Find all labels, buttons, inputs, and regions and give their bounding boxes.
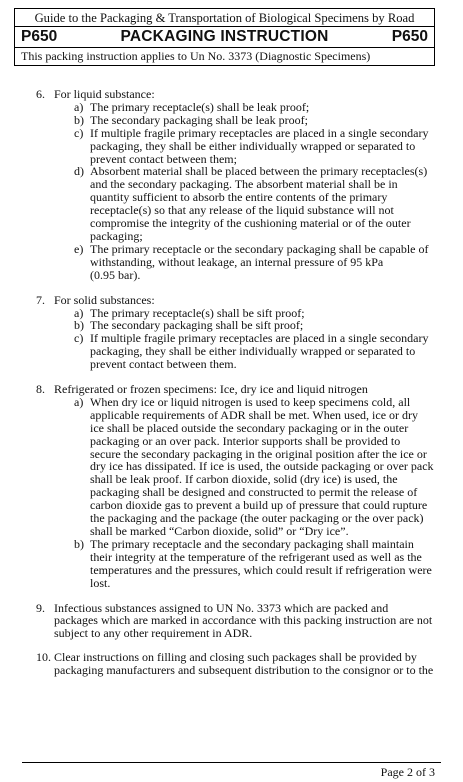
sub-item (54, 114, 440, 127)
sub-item (54, 243, 440, 282)
page-number: Page 2 of 3 (380, 765, 435, 779)
sub-item-line: applicable requirements of ADR shall be met. When used, ice or dry (90, 407, 419, 422)
item-text-line: Clear instructions on filling and closing such packages shall be provided by (54, 650, 417, 665)
item-number: 8. (36, 382, 45, 397)
footer-rule (22, 762, 441, 763)
item-text-line: Infectious substances assigned to UN No. 3373 which are packed and (54, 600, 389, 615)
item-number: 9. (36, 600, 45, 615)
instruction-code-left: P650 (21, 28, 58, 45)
sub-item-line: packaging or an over pack. Interior supports shall be provided to (90, 433, 401, 448)
sub-item (54, 332, 440, 371)
item-heading: For solid substances: (54, 292, 155, 307)
item-number: 6. (36, 87, 45, 101)
sub-item-line: packaging, they shall be either individually wrapped or separated to (90, 138, 416, 153)
sub-item-line: the packaging and the package (the outer packaging or the over pack) (90, 511, 424, 526)
sub-item-line: The primary receptacle or the secondary packaging shall be capable of (90, 241, 429, 256)
packing-instruction-bar (15, 27, 434, 48)
item-number: 10. (36, 650, 51, 665)
instruction-title: PACKAGING INSTRUCTION (120, 28, 329, 45)
sub-item-line: lost. (90, 575, 111, 590)
sub-item-line: receptacle(s) so that any release of the liquid substance will not (90, 203, 394, 218)
sub-item-line: quantity sufficient to absorb the entire contents of the primary (90, 190, 388, 205)
sub-item-letter: b) (74, 536, 84, 551)
sub-item-letter: b) (74, 318, 84, 333)
sub-item-letter: b) (74, 112, 84, 127)
instruction-item (36, 383, 440, 590)
item-text-line: subject to any other requirement in ADR. (54, 626, 253, 641)
sub-item-line: withstanding, without leakage, an internal pressure of 95 kPa (90, 254, 384, 269)
guide-title: Guide to the Packaging & Transportation of Biological Specimens by Road (15, 9, 434, 27)
sub-item-line: dry ice has dissipated. If ice is used, the outside packaging or over pack (90, 459, 434, 474)
sub-item-line: prevent contact between them. (90, 357, 237, 372)
sub-item-line: The secondary packaging shall be leak proof; (90, 112, 308, 127)
sub-item-line: The primary receptacle(s) shall be sift proof; (90, 305, 305, 320)
instruction-item (36, 651, 440, 677)
item-heading: For liquid substance: (54, 87, 155, 101)
item-number: 7. (36, 292, 45, 307)
sub-item-line: (0.95 bar). (90, 267, 141, 282)
sub-item-line: and the secondary packaging. The absorbent material shall be in (90, 177, 398, 192)
sub-item-letter: c) (74, 125, 84, 140)
sub-item-line: secure the secondary packaging in the original position after the ice or (90, 446, 427, 461)
sub-item-line: The primary receptacle(s) shall be leak proof; (90, 99, 310, 114)
sub-item-letter: d) (74, 164, 84, 179)
sub-item-letter: a) (74, 394, 84, 409)
sub-item-line: temperatures and the pressures, which could result if refrigeration were (90, 562, 432, 577)
item-text-line: packages which are marked in accordance with this packing instruction are not (54, 613, 433, 628)
sub-item-line: compromise the integrity of the cushioning material or of the outer (90, 216, 411, 231)
instruction-item (36, 602, 440, 641)
instruction-content (36, 88, 440, 677)
item-heading: Refrigerated or frozen specimens: Ice, dry ice and liquid nitrogen (54, 382, 368, 397)
sub-item-line: When dry ice or liquid nitrogen is used to keep specimens cold, all (90, 394, 411, 409)
header-box (14, 8, 435, 66)
sub-item-line: carbon dioxide gas to prevent a build up of pressure that could rupture (90, 498, 428, 513)
sub-item-letter: c) (74, 331, 84, 346)
sub-item-line: packaging; (90, 228, 143, 243)
instruction-item (36, 88, 440, 282)
sub-item (54, 101, 440, 114)
applies-to-note: This packing instruction applies to Un No. 3373 (Diagnostic Specimens) (21, 49, 371, 63)
sub-item-line: The secondary packaging shall be sift proof; (90, 318, 304, 333)
sub-item-line: The primary receptacle and the secondary packaging shall maintain (90, 536, 414, 551)
sub-item-line: packaging, they shall be either individually wrapped or separated to (90, 344, 416, 359)
sub-item-line: their integrity at the temperature of the refrigerant used as well as the (90, 549, 422, 564)
sub-item (54, 165, 440, 242)
item-text-line: packaging manufacturers and subsequent distribution to the consignor or to the (54, 663, 434, 678)
sub-item-letter: a) (74, 99, 84, 114)
sub-item-line: Absorbent material shall be placed between the primary receptacles(s) (90, 164, 428, 179)
sub-item-line: prevent contact between them; (90, 151, 237, 166)
instruction-code-right: P650 (391, 28, 428, 45)
sub-item-line: ice shall be placed outside the secondary packaging or in the outer (90, 420, 409, 435)
sub-item-letter: a) (74, 305, 84, 320)
sub-item (54, 127, 440, 166)
sub-item (54, 396, 440, 538)
sub-item-line: shall be marked “Carbon dioxide, solid” or “Dry ice”. (90, 524, 349, 538)
sub-item-letter: e) (74, 241, 84, 256)
instruction-item (36, 294, 440, 371)
sub-item (54, 538, 440, 590)
sub-item-line: packaging shall be designed and constructed to permit the release of (90, 485, 418, 500)
sub-item-line: shall be leak proof. If carbon dioxide, solid (dry ice) is used, the (90, 472, 398, 487)
sub-item-line: If multiple fragile primary receptacles are placed in a single secondary (90, 331, 429, 346)
sub-item-line: If multiple fragile primary receptacles are placed in a single secondary (90, 125, 429, 140)
